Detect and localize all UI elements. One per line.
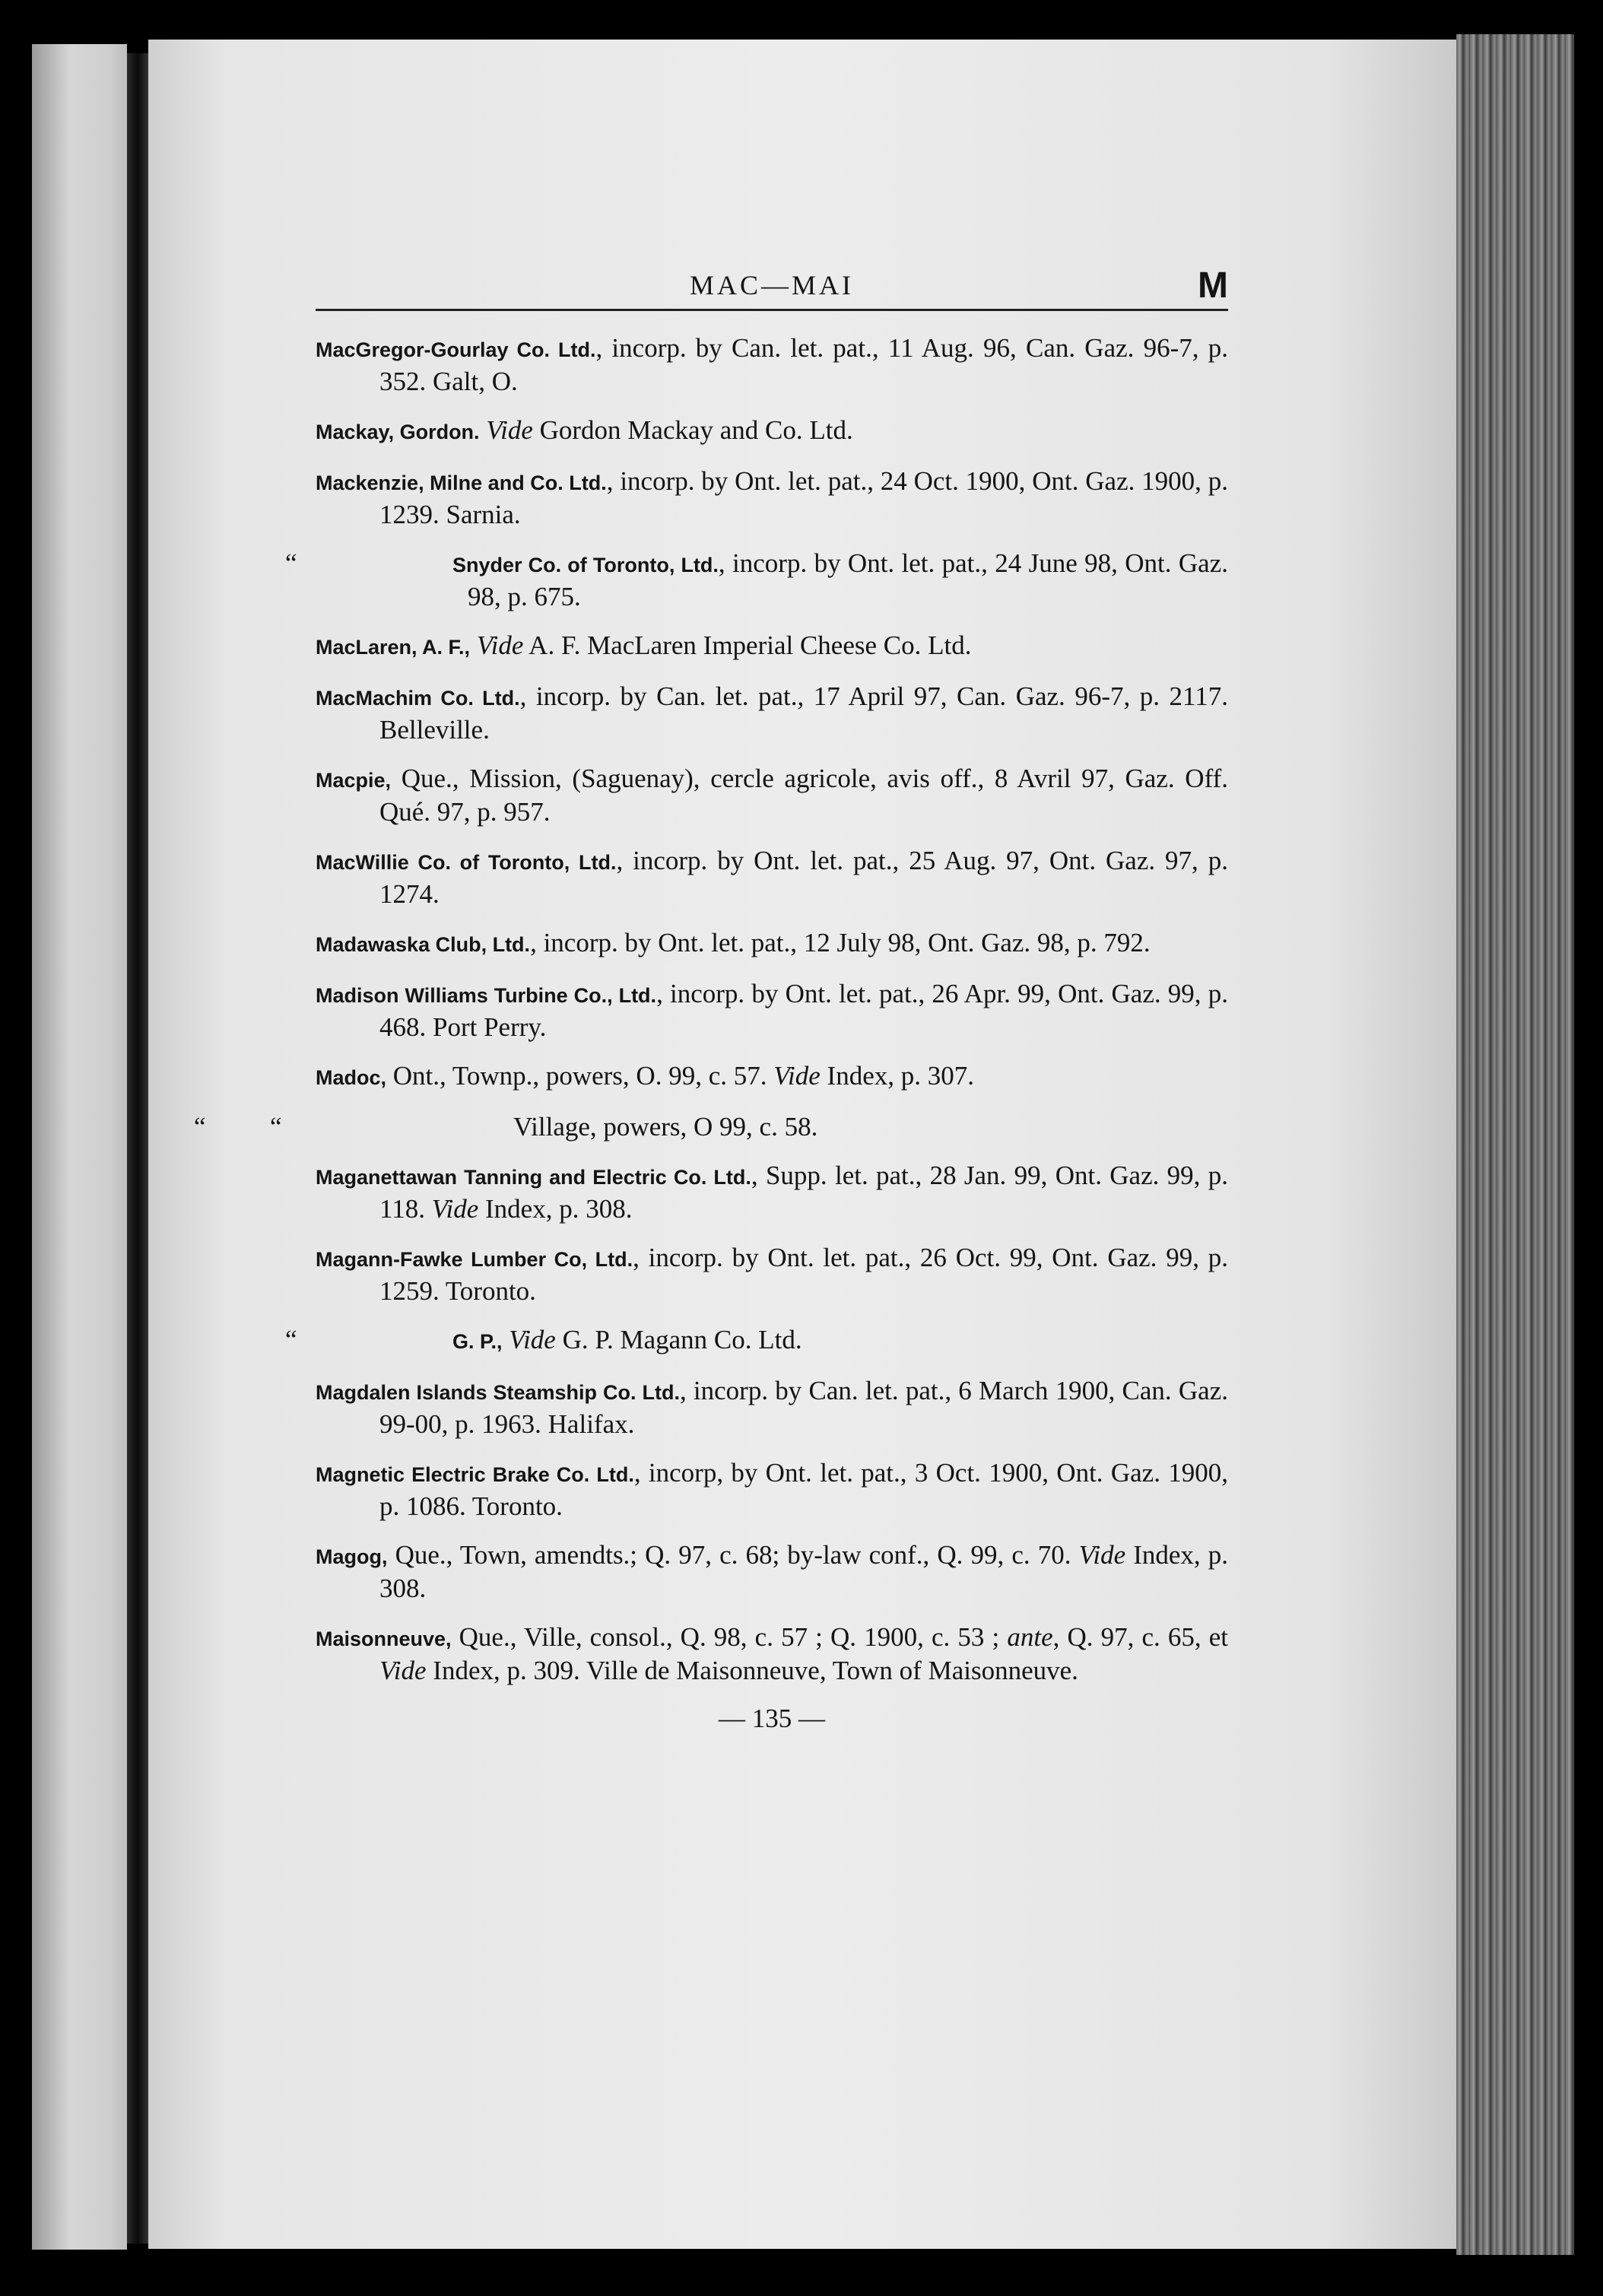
entry-headword: MacMachim Co. Ltd. — [316, 687, 520, 710]
entry-headword: Maisonneuve, — [316, 1628, 452, 1650]
entry-text-mid: , Q. 97, c. 65, et — [1052, 1622, 1229, 1652]
entry-text: , incorp. by Ont. let. pat., 24 June 98, Ont. Gaz. 98, p. 675. — [468, 548, 1228, 611]
entry-maisonneuve — [316, 1621, 1228, 1686]
entry-headword: Snyder Co. of Toronto, Ltd. — [452, 554, 719, 576]
entry-headword: Magann-Fawke Lumber Co, Ltd. — [316, 1248, 633, 1271]
book-gutter — [127, 53, 148, 2244]
entry-magog — [316, 1539, 1228, 1604]
entry-headword: Mackay, Gordon. — [316, 421, 480, 443]
entry-madoc-village — [194, 1111, 1228, 1142]
entry-macwillie — [316, 845, 1228, 910]
entry-maganettawan — [316, 1160, 1228, 1224]
page-number: — 135 — — [719, 1704, 825, 1733]
running-head: MAC—MAI — [689, 270, 854, 300]
entry-headword: G. P., — [452, 1330, 503, 1353]
entry-text: , incorp. by Ont. let. pat., 24 Oct. 1900, Ont. Gaz. 1900, p. 1239. Sarnia. — [379, 466, 1228, 529]
entry-headword: MacLaren, A. F., — [316, 636, 471, 659]
vide-word: Vide — [486, 415, 533, 445]
entry-headword: Magnetic Electric Brake Co. Ltd. — [316, 1463, 634, 1486]
entry-text-tail: Index, p. 308. — [379, 1540, 1229, 1603]
entry-text-tail: Index, p. 309. Ville de Maisonneuve, Town of Maisonneuve. — [426, 1656, 1078, 1685]
vide-word: Vide — [431, 1194, 479, 1224]
entry-text: Que., Ville, consol., Q. 98, c. 57 ; Q. 1900, c. 53 ; — [451, 1622, 1000, 1652]
page-content — [194, 265, 1229, 1734]
vide-word: Vide — [476, 630, 524, 660]
entry-macgregor-gourlay — [316, 332, 1228, 397]
ante-word: ante — [1007, 1622, 1053, 1652]
header-rule — [316, 309, 1228, 311]
entry-headword: Mackenzie, Milne and Co. Ltd. — [316, 472, 607, 494]
entry-headword: MacGregor-Gourlay Co. Ltd. — [316, 338, 596, 361]
entry-magnetic-electric — [316, 1457, 1228, 1522]
entry-text: Gordon Mackay and Co. Ltd. — [532, 415, 853, 445]
entry-text: , incorp. by Can. let. pat., 17 April 97, Can. Gaz. 96-7, p. 2117. Belleville. — [379, 681, 1228, 745]
entry-text: Ont., Townp., powers, O. 99, c. 57. — [386, 1061, 767, 1091]
entry-headword: MacWillie Co. of Toronto, Ltd. — [316, 851, 617, 874]
entry-magann-gp — [285, 1324, 1228, 1358]
entry-madison-williams — [316, 978, 1228, 1043]
page-header — [316, 265, 1228, 304]
entry-headword: Magdalen Islands Steamship Co. Ltd. — [316, 1381, 680, 1404]
facing-page-edge — [32, 44, 127, 2250]
entry-magdalen-islands — [316, 1375, 1228, 1440]
entry-macpie — [316, 763, 1228, 827]
entry-text: Village, powers, O 99, c. 58. — [513, 1112, 818, 1142]
entry-text: , incorp. by Ont. let. pat., 25 Aug. 97, Ont. Gaz. 97, p. 1274. — [379, 846, 1228, 909]
entry-headword: Madawaska Club, Ltd. — [316, 933, 531, 956]
entry-magann-fawke — [316, 1242, 1228, 1307]
ditto-mark: “ — [194, 1112, 206, 1142]
vide-word: Vide — [773, 1061, 821, 1091]
entry-text: , incorp. by Can. let. pat., 6 March 1900, Can. Gaz. 99-00, p. 1963. Halifax. — [379, 1376, 1228, 1439]
entry-text: G. P. Magann Co. Ltd. — [555, 1325, 802, 1354]
entry-text: , incorp, by Ont. let. pat., 3 Oct. 1900, Ont. Gaz. 1900, p. 1086. Toronto. — [379, 1458, 1228, 1521]
entry-headword: Macpie, — [316, 769, 392, 792]
page-stack-edge — [1456, 34, 1574, 2255]
entry-maclaren — [316, 630, 1228, 663]
entry-text-tail: Index, p. 307. — [820, 1061, 974, 1091]
entry-text: , incorp. by Ont. let. pat., 26 Apr. 99, Ont. Gaz. 99, p. 468. Port Perry. — [379, 979, 1228, 1042]
entry-headword: Madison Williams Turbine Co., Ltd. — [316, 984, 657, 1007]
ditto-mark: “ — [285, 548, 297, 578]
entry-mackay-gordon — [316, 414, 1228, 448]
vide-word: Vide — [379, 1656, 427, 1685]
ditto-mark: “ — [285, 1325, 297, 1354]
entry-headword: Maganettawan Tanning and Electric Co. Ltd. — [316, 1166, 751, 1189]
entry-mackenzie-milne — [316, 465, 1228, 530]
entry-headword: Magog, — [316, 1545, 388, 1568]
vide-word: Vide — [509, 1325, 556, 1354]
entry-text: Que., Mission, (Saguenay), cercle agricole, avis off., 8 Avril 97, Gaz. Off. Qué. 97, p. 957. — [379, 764, 1228, 827]
entry-text: A. F. MacLaren Imperial Cheese Co. Ltd. — [523, 630, 972, 660]
section-letter: M — [1198, 265, 1228, 306]
entry-madoc — [316, 1060, 1228, 1094]
entry-macmachim — [316, 681, 1228, 745]
entry-madawaska-club — [316, 927, 1228, 961]
entry-text: , incorp. by Ont. let. pat., 26 Oct. 99, Ont. Gaz. 99, p. 1259. Toronto. — [379, 1243, 1228, 1306]
entry-text: Que., Town, amendts.; Q. 97, c. 68; by-law conf., Q. 99, c. 70. — [387, 1540, 1071, 1570]
entry-text: , incorp. by Can. let. pat., 11 Aug. 96, Can. Gaz. 96-7, p. 352. Galt, O. — [379, 333, 1228, 396]
entry-text: , Supp. let. pat., 28 Jan. 99, Ont. Gaz. 99, p. 118. — [379, 1161, 1228, 1224]
entry-text: , incorp. by Ont. let. pat., 12 July 98, Ont. Gaz. 98, p. 792. — [530, 928, 1151, 957]
entry-text-tail: Index, p. 308. — [478, 1194, 633, 1224]
entry-snyder-co — [285, 548, 1228, 612]
vide-word: Vide — [1078, 1540, 1126, 1570]
entry-headword: Madoc, — [316, 1066, 387, 1089]
ditto-mark: “ — [270, 1112, 282, 1142]
